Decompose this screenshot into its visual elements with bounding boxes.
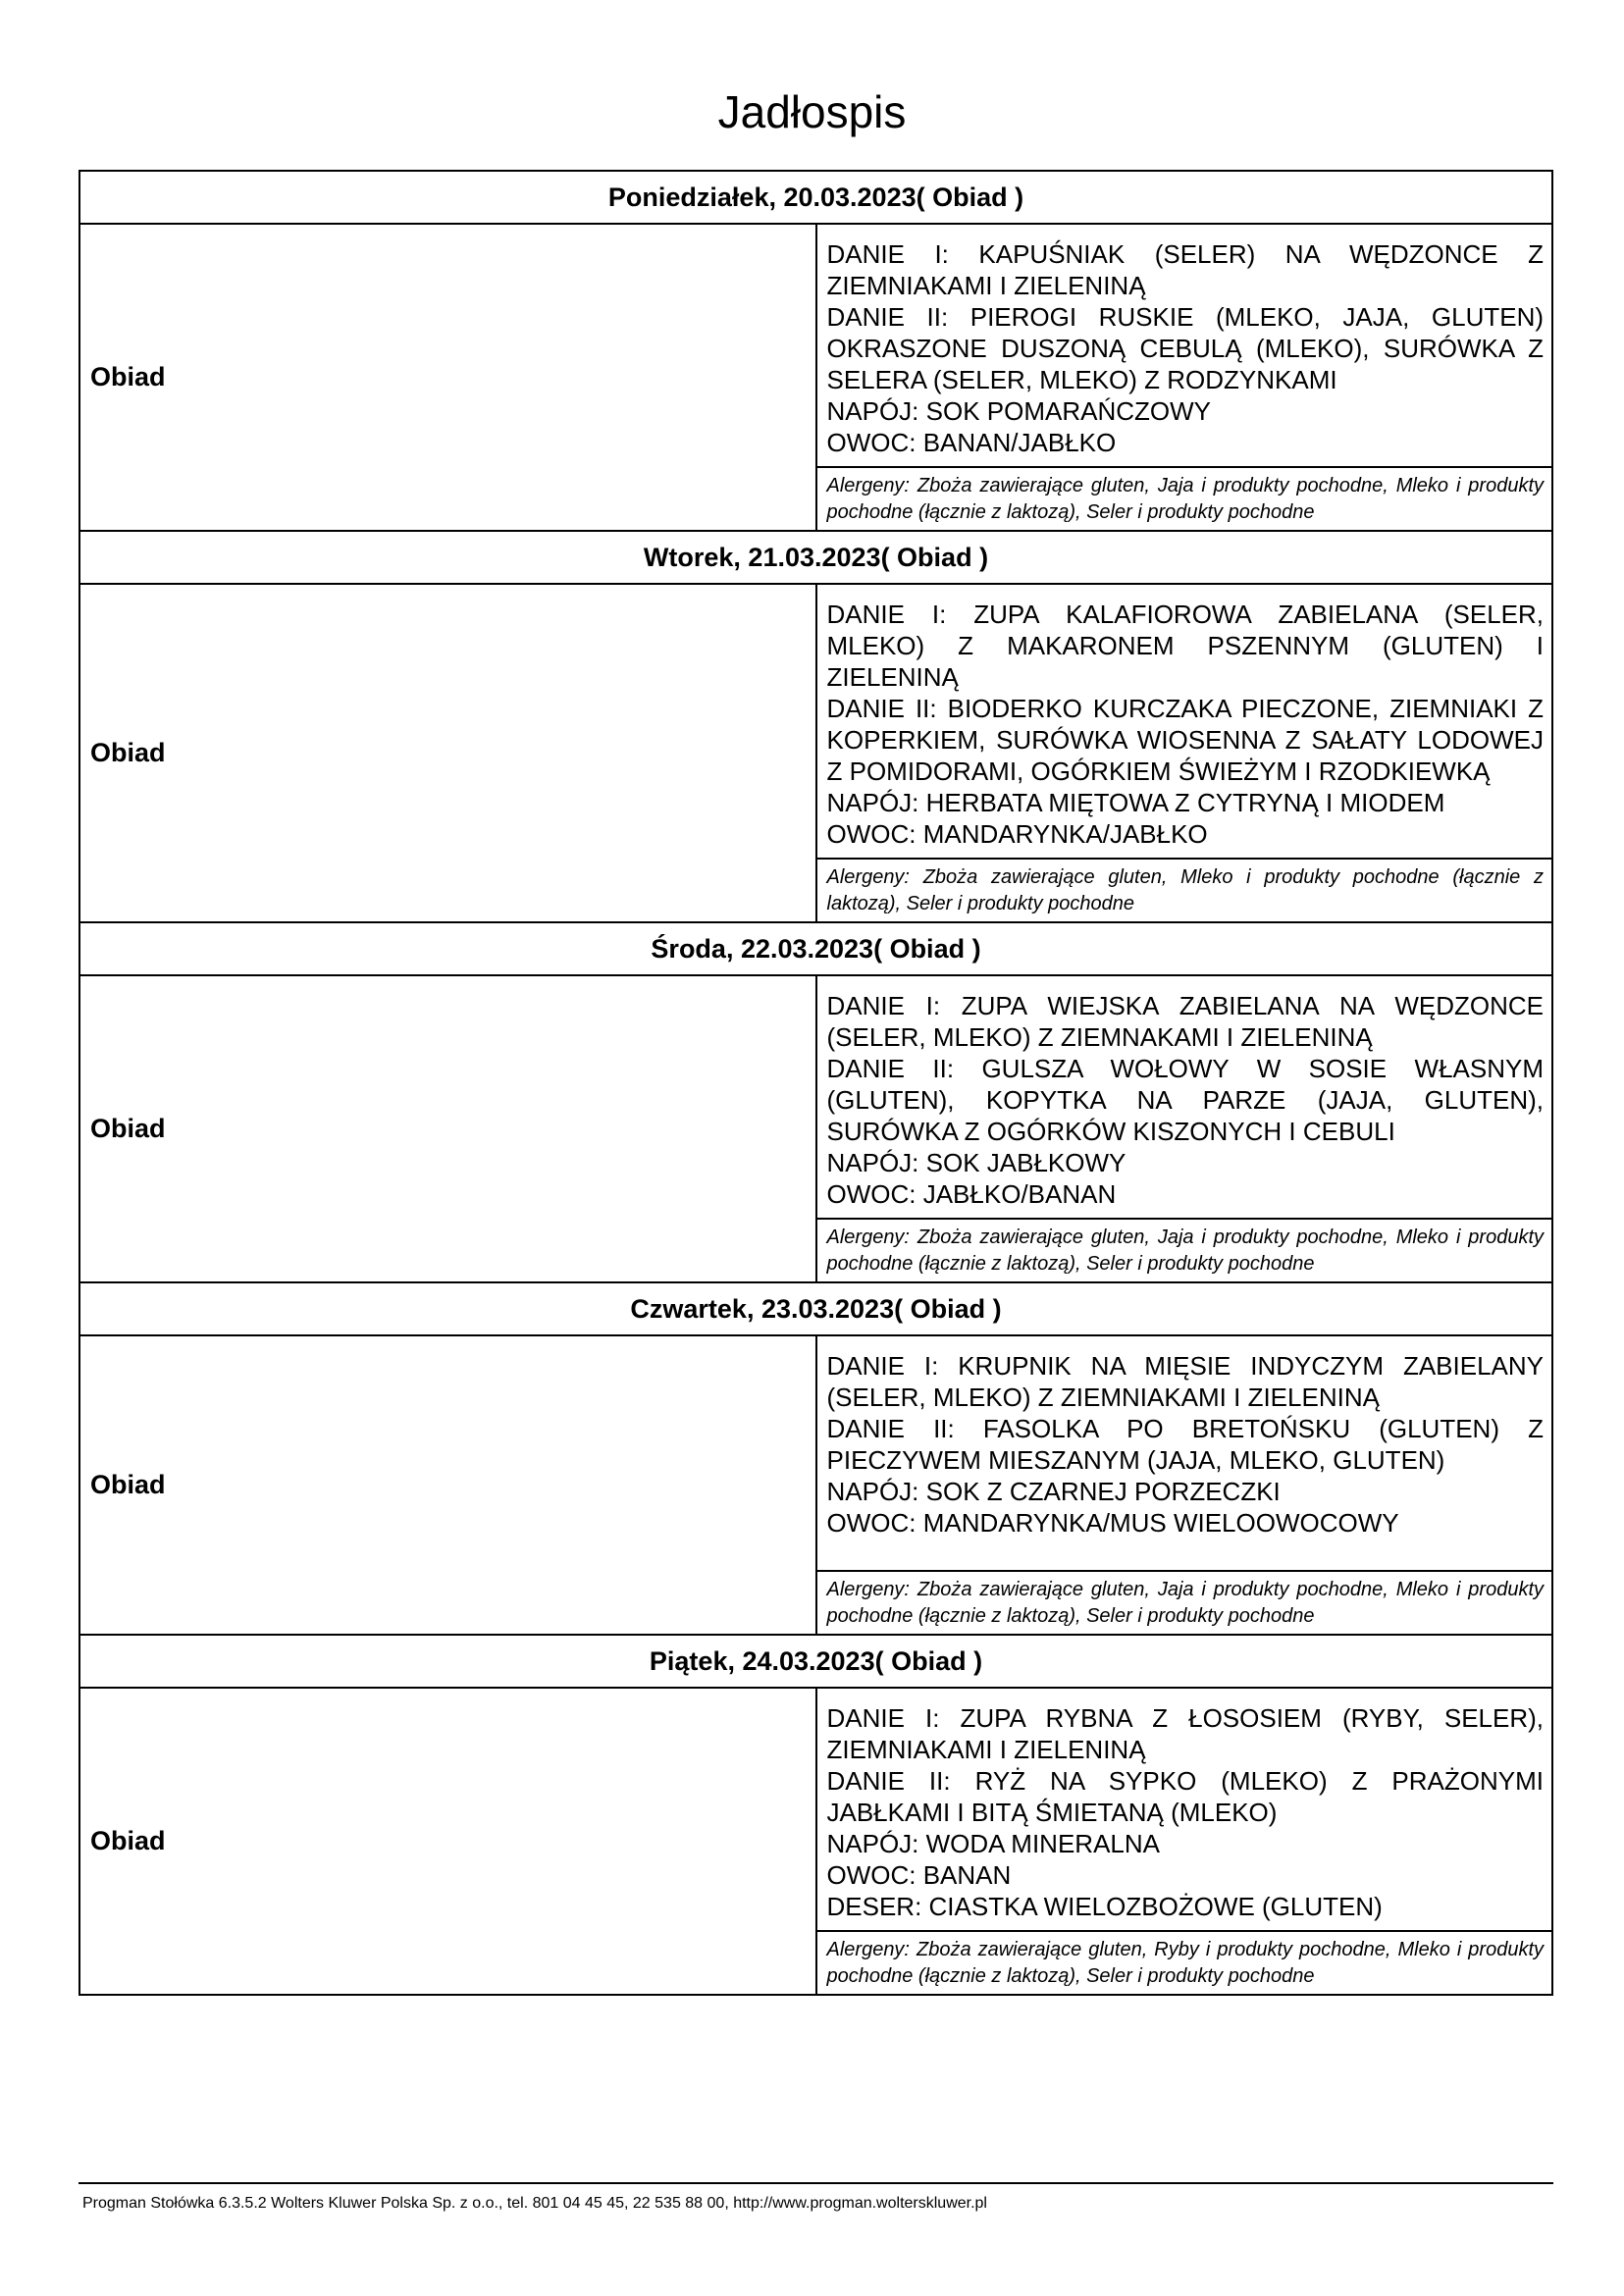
dish-line: DESER: CIASTKA WIELOZBOŻOWE (GLUTEN) <box>826 1892 1383 1921</box>
allergens-note: Alergeny: Zboża zawierające gluten, Jaja i produkty pochodne, Mleko i produkty pochodne (łącznie z laktozą), Seler i produkty pochodne <box>817 1570 1552 1634</box>
day-header-row <box>79 171 1552 224</box>
meal-label: Obiad <box>79 975 816 1282</box>
day-header: Poniedziałek, 20.03.2023( Obiad ) <box>79 171 1552 224</box>
footer-divider <box>79 2182 1553 2184</box>
dish-line: DANIE I: ZUPA RYBNA Z ŁOSOSIEM (RYBY, SELER), ZIEMNIAKAMI I ZIELENINĄ <box>826 1703 1544 1764</box>
dish-line: DANIE II: BIODERKO KURCZAKA PIECZONE, ZIEMNIAKI Z KOPERKIEM, SURÓWKA WIOSENNA Z SAŁATY LODOWEJ Z POMIDORAMI, OGÓRKIEM ŚWIEŻYM I RZODKIEWKĄ <box>826 694 1544 786</box>
meal-label: Obiad <box>79 1335 816 1635</box>
dish-line: OWOC: MANDARYNKA/JABŁKO <box>826 819 1208 849</box>
day-header-row <box>79 1635 1552 1688</box>
day-header-row <box>79 922 1552 975</box>
dish-line: DANIE II: GULSZA WOŁOWY W SOSIE WŁASNYM (GLUTEN), KOPYTKA NA PARZE (JAJA, GLUTEN), SURÓWKA Z OGÓRKÓW KISZONYCH I CEBULI <box>826 1054 1544 1146</box>
dish-line: DANIE I: KAPUŚNIAK (SELER) NA WĘDZONCE Z ZIEMNIAKAMI I ZIELENINĄ <box>826 239 1544 300</box>
menu-table <box>79 170 1553 1996</box>
allergens-note: Alergeny: Zboża zawierające gluten, Ryby i produkty pochodne, Mleko i produkty pochodne (łącznie z laktozą), Seler i produkty pochodne <box>817 1930 1552 1994</box>
meal-content <box>816 1688 1553 1995</box>
dish-line: NAPÓJ: SOK Z CZARNEJ PORZECZKI <box>826 1477 1281 1506</box>
dish-line: DANIE I: KRUPNIK NA MIĘSIE INDYCZYM ZABIELANY (SELER, MLEKO) Z ZIEMNIAKAMI I ZIELENINĄ <box>826 1351 1544 1412</box>
dish-list <box>817 976 1552 1218</box>
meal-content <box>816 975 1553 1282</box>
dish-line: OWOC: BANAN/JABŁKO <box>826 428 1117 457</box>
day-header: Piątek, 24.03.2023( Obiad ) <box>79 1635 1552 1688</box>
dish-line: DANIE II: FASOLKA PO BRETOŃSKU (GLUTEN) Z PIECZYWEM MIESZANYM (JAJA, MLEKO, GLUTEN) <box>826 1414 1544 1475</box>
day-header-row <box>79 1282 1552 1335</box>
dish-line: NAPÓJ: SOK POMARAŃCZOWY <box>826 396 1211 426</box>
dish-line: DANIE I: ZUPA WIEJSKA ZABIELANA NA WĘDZONCE (SELER, MLEKO) Z ZIEMNAKAMI I ZIELENINĄ <box>826 991 1544 1052</box>
dish-list <box>817 585 1552 858</box>
dish-list <box>817 225 1552 466</box>
allergens-note: Alergeny: Zboża zawierające gluten, Jaja i produkty pochodne, Mleko i produkty pochodne (łącznie z laktozą), Seler i produkty pochodne <box>817 466 1552 530</box>
dish-line: OWOC: BANAN <box>826 1860 1012 1890</box>
meal-content <box>816 584 1553 922</box>
dish-line: OWOC: JABŁKO/BANAN <box>826 1179 1117 1209</box>
dish-line: DANIE II: PIEROGI RUSKIE (MLEKO, JAJA, GLUTEN) OKRASZONE DUSZONĄ CEBULĄ (MLEKO), SURÓWKA Z SELERA (SELER, MLEKO) Z RODZYNKAMI <box>826 302 1544 394</box>
dish-line: DANIE I: ZUPA KALAFIOROWA ZABIELANA (SELER, MLEKO) Z MAKARONEM PSZENNYM (GLUTEN) I ZIELENINĄ <box>826 600 1544 692</box>
meal-row <box>79 975 1552 1282</box>
meal-row <box>79 224 1552 531</box>
dish-line: OWOC: MANDARYNKA/MUS WIELOOWOCOWY <box>826 1508 1399 1538</box>
allergens-note: Alergeny: Zboża zawierające gluten, Jaja i produkty pochodne, Mleko i produkty pochodne (łącznie z laktozą), Seler i produkty pochodne <box>817 1218 1552 1281</box>
allergens-note: Alergeny: Zboża zawierające gluten, Mleko i produkty pochodne (łącznie z laktozą), Seler i produkty pochodne <box>817 858 1552 921</box>
meal-label: Obiad <box>79 584 816 922</box>
meal-row <box>79 1335 1552 1635</box>
dish-list <box>817 1336 1552 1570</box>
page-title: Jadłospis <box>717 86 907 137</box>
meal-content <box>816 224 1553 531</box>
day-header: Czwartek, 23.03.2023( Obiad ) <box>79 1282 1552 1335</box>
dish-list <box>817 1689 1552 1930</box>
dish-line: NAPÓJ: SOK JABŁKOWY <box>826 1148 1126 1177</box>
day-header-row <box>79 531 1552 584</box>
meal-row <box>79 1688 1552 1995</box>
dish-line: DANIE II: RYŻ NA SYPKO (MLEKO) Z PRAŻONYMI JABŁKAMI I BITĄ ŚMIETANĄ (MLEKO) <box>826 1766 1544 1827</box>
day-header: Wtorek, 21.03.2023( Obiad ) <box>79 531 1552 584</box>
meal-label: Obiad <box>79 224 816 531</box>
footer-text: Progman Stołówka 6.3.5.2 Wolters Kluwer Polska Sp. z o.o., tel. 801 04 45 45, 22 535 88 00, http://www.progman.wolterskluwer.pl <box>82 2195 987 2212</box>
day-header: Środa, 22.03.2023( Obiad ) <box>79 922 1552 975</box>
dish-line: NAPÓJ: WODA MINERALNA <box>826 1829 1160 1858</box>
meal-label: Obiad <box>79 1688 816 1995</box>
meal-row <box>79 584 1552 922</box>
meal-content <box>816 1335 1553 1635</box>
dish-line: NAPÓJ: HERBATA MIĘTOWA Z CYTRYNĄ I MIODEM <box>826 788 1445 817</box>
